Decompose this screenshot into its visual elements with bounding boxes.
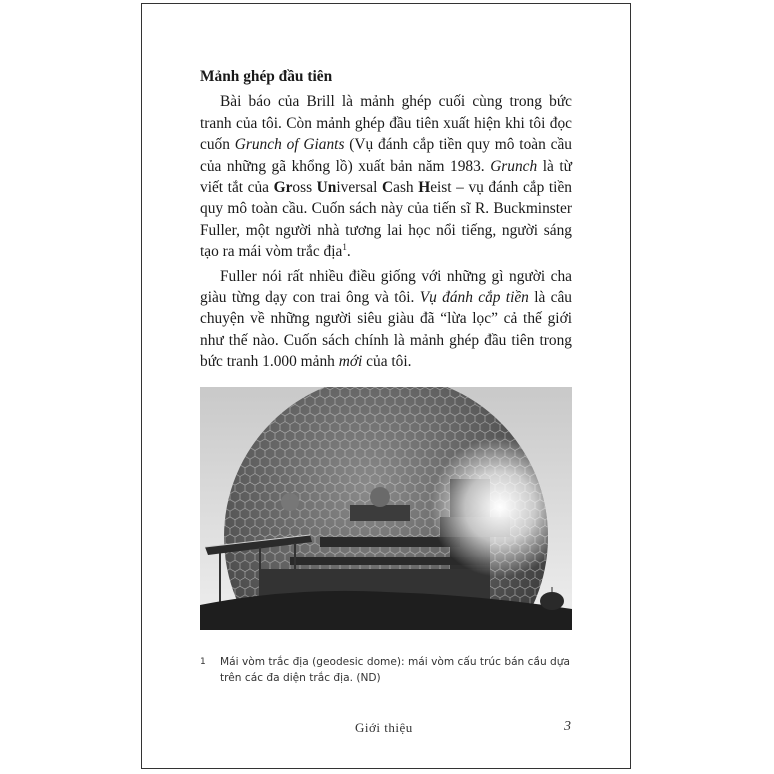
footnote-mark: 1: [200, 657, 206, 667]
p1-text-5: .: [346, 243, 351, 261]
acronym-letter-c: C: [381, 179, 394, 197]
page-footer: [142, 720, 632, 740]
page-number: 3: [564, 719, 571, 734]
acronym-letters-gr: Gr: [273, 179, 293, 197]
p2-text-1: Fuller nói rất nhiều điều giống với những gì người cha giàu từng dạy con trai ông và tôi.: [200, 267, 572, 307]
book-title-vietnamese: Vụ đánh cắp tiền: [419, 289, 529, 307]
p1-text-4: – vụ đánh cắp tiền quy mô toàn cầu. Cuốn sách này của tiến sĩ R. Buckminster Fuller, một người nhà tương lai học nổi tiếng, người sáng tạo ra mái vòm trắc địa: [200, 179, 572, 261]
p1-text-1: Bài báo của Brill là mảnh ghép cuối cùng trong bức tranh của tôi. Còn mảnh ghép đầu tiên xuất hiện khi tôi đọc cuốn: [200, 93, 572, 154]
acronym-rest-iversal: iversal: [336, 179, 382, 197]
footnote: [200, 654, 575, 686]
p1-text-3: là từ viết tắt của: [200, 157, 572, 197]
paragraph-1: [200, 91, 572, 262]
p2-text-3: của tôi.: [362, 353, 412, 371]
body-text: [200, 66, 572, 373]
acronym-rest-oss: oss: [292, 179, 317, 197]
p2-text-2: là câu chuyện về những người siêu giàu đã “lừa lọc” cả thế giới như thế nào. Cuốn sách chính là mảnh ghép đầu tiên trong bức tranh 1.000 mảnh: [200, 289, 572, 371]
p1-text-2: (Vụ đánh cắp tiền quy mô toàn cầu của những gã khổng lồ) xuất bản năm 1983.: [200, 136, 572, 175]
footnote-text: Mái vòm trắc địa (geodesic dome): mái vòm cấu trúc bán cầu dựa trên các đa diện trắc địa. (ND): [220, 656, 570, 684]
book-title-english: Grunch of Giants: [234, 136, 345, 154]
footnote-reference: 1: [342, 242, 347, 253]
grunch-word: Grunch: [490, 157, 538, 175]
book-page: [141, 3, 631, 769]
section-heading: Mảnh ghép đầu tiên: [200, 68, 333, 85]
emphasis-moi: mới: [338, 353, 363, 371]
paragraph-2: [200, 266, 572, 373]
acronym-rest-eist: eist: [430, 179, 452, 197]
acronym-letters-un: Un: [316, 179, 337, 197]
geodesic-dome-photo: [200, 387, 572, 630]
acronym-letter-h: H: [418, 179, 431, 197]
running-title: Giới thiệu: [355, 720, 413, 735]
acronym-rest-ash: ash: [393, 179, 419, 197]
